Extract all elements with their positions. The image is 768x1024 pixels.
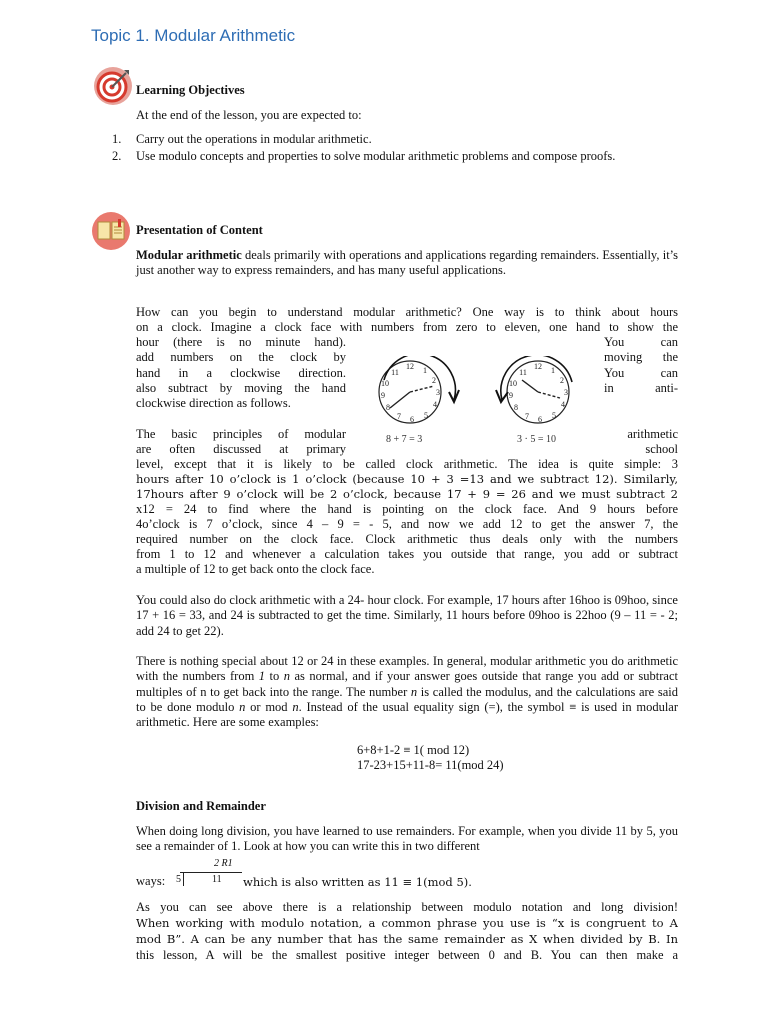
dividend: 11 bbox=[212, 874, 222, 885]
equation: 17-23+15+11-8= 11(mod 24) bbox=[357, 758, 504, 772]
clock-caption: 3 · 5 = 10 bbox=[517, 434, 556, 445]
clock-number: 8 bbox=[514, 403, 518, 412]
clock-number: 1 bbox=[423, 366, 427, 375]
target-icon bbox=[93, 66, 133, 106]
clock-number: 5 bbox=[424, 411, 428, 420]
clock-number: 4 bbox=[561, 400, 565, 409]
paragraph-line: a multiple of 12 to get back onto the clock face. bbox=[136, 562, 375, 576]
objectives-list bbox=[112, 132, 682, 167]
paragraph-line: from 1 to 12 and whenever a calculation takes you outside that range, you add or subtract bbox=[136, 547, 678, 561]
learning-objectives-heading: Learning Objectives bbox=[136, 83, 245, 97]
clock-number: 9 bbox=[509, 391, 513, 400]
clock-number: 10 bbox=[381, 379, 389, 388]
paragraph-line: x12 = 24 to find where the hand is pointing on the clock face. And 9 hours before bbox=[136, 502, 678, 516]
objectives-intro: At the end of the lesson, you are expected to: bbox=[136, 108, 362, 122]
wrap-right-column: You can moving the You can in anti- bbox=[604, 335, 678, 395]
clock-number: 1 bbox=[551, 366, 555, 375]
paragraph: When doing long division, you have learned to use remainders. For example, when you divide 11 by 5, you see a remainder of 1. Look at how you can write this in two different bbox=[136, 824, 678, 854]
quotient: 2 R1 bbox=[214, 858, 233, 869]
wrap-left-column: The basic principles of modular are often discussed at primary bbox=[136, 427, 346, 457]
paragraph-line: As you can see above there is a relationship between modulo notation and long division! bbox=[136, 900, 678, 914]
paragraph-line: level, except that it is likely to be called clock arithmetic. The idea is quite simple: 3 bbox=[136, 457, 678, 471]
clock-number: 7 bbox=[525, 412, 529, 421]
clock-caption: 8 + 7 = 3 bbox=[386, 434, 423, 445]
clock-number: 3 bbox=[564, 388, 568, 397]
paragraph-line: mod B”. A can be any number that has the same remainder as X when divided by B. In bbox=[136, 932, 678, 946]
paragraph-line: 4o’clock is 7 o’clock, since 4 – 9 = - 5, and now we add 12 to get the answer 7, the bbox=[136, 517, 678, 531]
congruence-note: which is also written as 11 ≡ 1(mod 5). bbox=[243, 875, 472, 889]
clock-number: 5 bbox=[552, 411, 556, 420]
clock-number: 12 bbox=[406, 362, 414, 371]
equation: 6+8+1-2 ≡ 1( mod 12) bbox=[357, 743, 470, 757]
clock-number: 2 bbox=[432, 376, 436, 385]
wrap-right-column: arithmetic school bbox=[627, 427, 678, 457]
topic-title: Topic 1. Modular Arithmetic bbox=[91, 26, 296, 45]
clock-diagram-clockwise bbox=[368, 356, 468, 426]
division-bracket bbox=[183, 873, 184, 886]
paragraph-line: hours after 10 o’clock is 1 o’clock (because 10 + 3 =13 and we subtract 12). Similarly, bbox=[136, 472, 678, 486]
ways-label: ways: bbox=[136, 874, 166, 888]
paragraph-line: this lesson, A will be the smallest positive integer between 0 and B. You can then make a bbox=[136, 948, 678, 962]
wrap-left-column: hour (there is no minute hand). add numbers on the clock by hand in a clockwise direction. also subtract by moving the hand clockwise direction as follows. bbox=[136, 335, 346, 411]
paragraph-line: When working with modulo notation, a common phrase you use is “x is congruent to A bbox=[136, 916, 678, 930]
clock-number: 8 bbox=[386, 403, 390, 412]
clock-diagram-anticlockwise bbox=[488, 356, 588, 426]
paragraph-line: 17hours after 9 o’clock will be 2 o’clock, because 17 + 9 = 26 and we must subtract 2 bbox=[136, 487, 678, 501]
clock-number: 6 bbox=[410, 415, 414, 424]
clock-number: 6 bbox=[538, 415, 542, 424]
book-icon bbox=[91, 211, 131, 251]
paragraph-line: required number on the clock face. Clock arithmetic thus deals only with the numbers bbox=[136, 532, 678, 546]
paragraph-line: on a clock. Imagine a clock face with numbers from zero to eleven, one hand to show the bbox=[136, 320, 678, 334]
division-bar bbox=[180, 872, 242, 887]
clock-number: 11 bbox=[391, 368, 399, 377]
clock-number: 10 bbox=[509, 379, 517, 388]
list-item: 1. Carry out the operations in modular arithmetic. bbox=[112, 132, 372, 146]
clock-number: 11 bbox=[519, 368, 527, 377]
long-division-example bbox=[136, 858, 676, 892]
clock-number: 9 bbox=[381, 391, 385, 400]
clock-number: 2 bbox=[560, 376, 564, 385]
paragraph-line: How can you begin to understand modular arithmetic? One way is to think about hours bbox=[136, 305, 678, 319]
list-item: 2. Use modulo concepts and properties to solve modular arithmetic problems and compose proofs. bbox=[112, 149, 616, 164]
paragraph: Modular arithmetic deals primarily with operations and applications regarding remainders. Essentially, it’s just another way to express remainders, and has many useful applications. bbox=[136, 248, 679, 278]
clock-number: 12 bbox=[534, 362, 542, 371]
paragraph: You could also do clock arithmetic with a 24- hour clock. For example, 17 hours after 16hoo is 09hoo, since 17 + 16 = 33, and 24 is subtracted to get the time. Similarly, 11 hours before 09hoo is 22hoo (9 – 11 = - 2; add 24 to get 22). bbox=[136, 593, 678, 638]
paragraph: There is nothing special about 12 or 24 in these examples. In general, modular arithmetic you do arithmetic with the numbers from 1 to n as normal, and if your answer goes outside that range you add or subtract multiples of n to get back into the range. The number n is called the modulus, and the calculations are said to be done modulo n or mod n. Instead of the usual equality sign (=), the symbol ≡ is used in modular arithmetic. Here are some examples: bbox=[136, 654, 679, 730]
division-heading: Division and Remainder bbox=[136, 799, 266, 813]
presentation-heading: Presentation of Content bbox=[136, 223, 263, 237]
clock-number: 7 bbox=[397, 412, 401, 421]
divisor: 5 bbox=[176, 874, 181, 885]
clock-number: 3 bbox=[436, 388, 440, 397]
clock-number: 4 bbox=[433, 400, 437, 409]
